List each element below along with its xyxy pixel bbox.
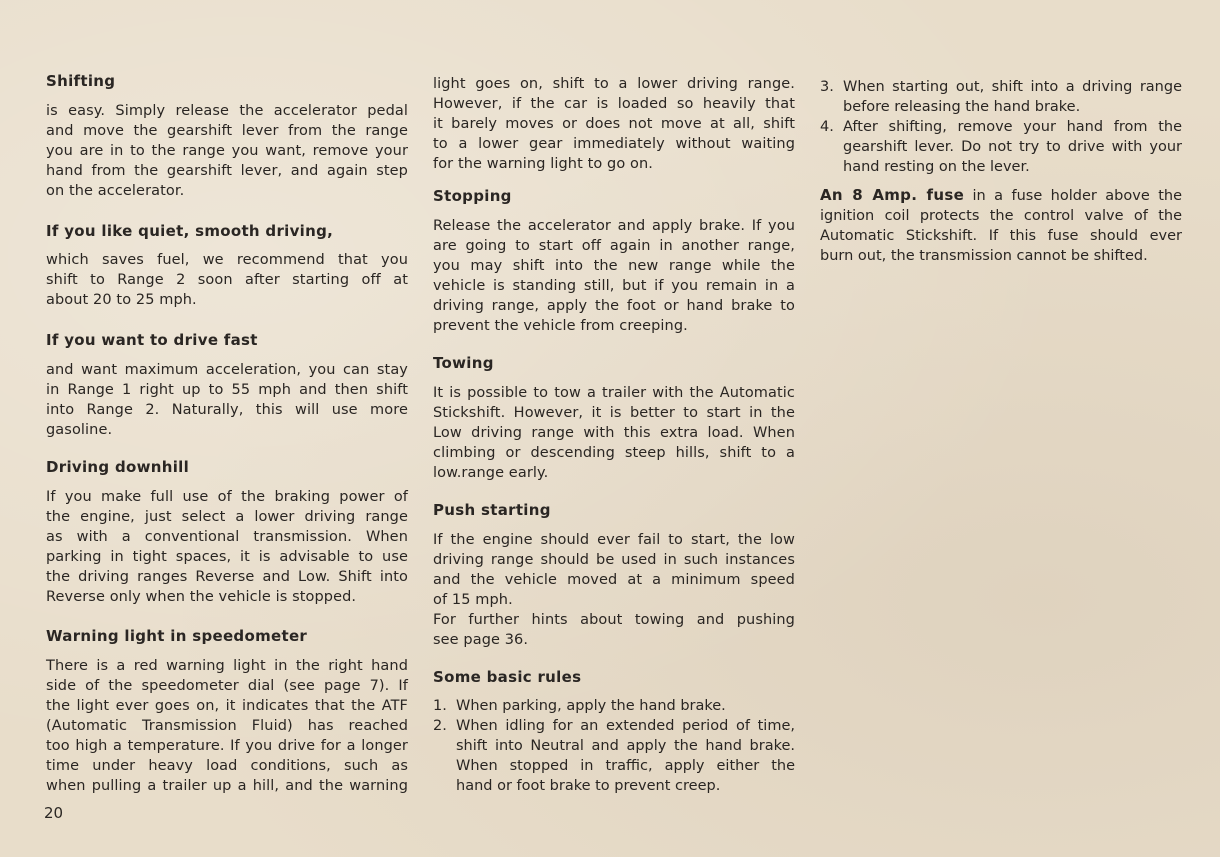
paragraph-push-starting — [433, 530, 795, 650]
text-line: driving range should be used in such instances — [433, 552, 795, 568]
text-line: as with a conventional transmission. When — [46, 529, 408, 545]
text-line: Stickshift. However, it is better to start in the — [433, 405, 795, 421]
text-line: the light ever goes on, it indicates that the ATF — [46, 698, 408, 714]
text-line: of 15 mph. — [433, 592, 513, 608]
list-item-number: 2. — [433, 718, 447, 734]
text-line: time under heavy load conditions, such as — [46, 758, 408, 774]
text-line: When idling for an extended period of time, — [456, 718, 795, 734]
heading-shifting: Shifting — [46, 72, 116, 90]
heading-push-starting: Push starting — [433, 501, 551, 519]
heading-towing: Towing — [433, 354, 494, 372]
text-line: it barely moves or does not move at all, shift — [433, 116, 795, 132]
text-line: (Automatic Transmission Fluid) has reached — [46, 718, 408, 734]
paragraph-towing — [433, 383, 795, 483]
text-line: ignition coil protects the control valve of the — [820, 208, 1182, 224]
text-line: parking in tight spaces, it is advisable to use — [46, 549, 408, 565]
text-line: For further hints about towing and pushing — [433, 612, 795, 628]
page-number: 20 — [44, 804, 64, 822]
text-line: Release the accelerator and apply brake. If you — [433, 218, 795, 234]
text-line: prevent the vehicle from creeping. — [433, 318, 688, 334]
text-line: When starting out, shift into a driving range — [843, 79, 1182, 95]
text-line: low.range early. — [433, 465, 549, 481]
text-line: When stopped in traffic, apply either the — [456, 758, 795, 774]
text-line: hand from the gearshift lever, and again step — [46, 163, 408, 179]
text-line: the engine, just select a lower driving range — [46, 509, 408, 525]
heading-quiet-driving: If you like quiet, smooth driving, — [46, 222, 334, 240]
heading-driving-downhill: Driving downhill — [46, 458, 190, 476]
text-line: you may shift into the new range while the — [433, 258, 795, 274]
text-line: It is possible to tow a trailer with the Automatic — [433, 385, 795, 401]
list-item-text — [456, 696, 795, 716]
text-line: If the engine should ever fail to start, the low — [433, 532, 795, 548]
list-item-number: 3. — [820, 79, 834, 95]
text-line: There is a red warning light in the right hand — [46, 658, 408, 674]
text-line: If you make full use of the braking power of — [46, 489, 408, 505]
list-item — [820, 77, 1182, 117]
text-line — [820, 185, 1182, 206]
list-item-text — [843, 77, 1182, 117]
text-line: vehicle is standing still, but if you remain in a — [433, 278, 795, 294]
heading-drive-fast: If you want to drive fast — [46, 331, 258, 349]
text-line: shift to Range 2 soon after starting off at — [46, 272, 408, 288]
paragraph-stopping — [433, 216, 795, 336]
fuse-first-line-rest: in a fuse holder above the — [964, 188, 1182, 204]
text-line: and want maximum acceleration, you can stay — [46, 362, 408, 378]
list-item — [433, 696, 795, 716]
text-line: shift into Neutral and apply the hand brake. — [456, 738, 795, 754]
paragraph-driving-downhill — [46, 487, 408, 607]
text-line: you are in to the range you want, remove your — [46, 143, 408, 159]
text-line: Low driving range with this extra load. When — [433, 425, 795, 441]
list-item-text — [456, 716, 795, 796]
paragraph-fuse — [820, 185, 1182, 266]
text-line: and the vehicle moved at a minimum speed — [433, 572, 795, 588]
text-line: to a lower gear immediately without waiting — [433, 136, 795, 152]
text-line: gearshift lever. Do not try to drive with your — [843, 139, 1182, 155]
list-item — [433, 716, 795, 796]
paragraph-warning-light — [46, 656, 408, 796]
text-line: Reverse only when the vehicle is stopped. — [46, 589, 357, 605]
text-line: into Range 2. Naturally, this will use more — [46, 402, 408, 418]
text-line: for the warning light to go on. — [433, 156, 653, 172]
list-item-number: 4. — [820, 119, 834, 135]
text-line: burn out, the transmission cannot be shifted. — [820, 248, 1148, 264]
text-line: in Range 1 right up to 55 mph and then shift — [46, 382, 408, 398]
text-line: After shifting, remove your hand from the — [843, 119, 1182, 135]
text-line: gasoline. — [46, 422, 113, 438]
fuse-bold-lead: An 8 Amp. fuse — [820, 186, 965, 204]
heading-warning-light: Warning light in speedometer — [46, 627, 308, 645]
heading-basic-rules: Some basic rules — [433, 668, 582, 686]
text-line: about 20 to 25 mph. — [46, 292, 197, 308]
text-line: see page 36. — [433, 632, 529, 648]
text-line: are going to start off again in another range, — [433, 238, 795, 254]
list-item-number: 1. — [433, 698, 447, 714]
paragraph-drive-fast — [46, 360, 408, 440]
text-line: is easy. Simply release the accelerator pedal — [46, 103, 408, 119]
text-line: hand resting on the lever. — [843, 159, 1030, 175]
text-line: driving range, apply the foot or hand brake to — [433, 298, 795, 314]
text-line: the driving ranges Reverse and Low. Shift into — [46, 569, 408, 585]
paragraph-shifting — [46, 101, 408, 201]
text-line: which saves fuel, we recommend that you — [46, 252, 408, 268]
text-line: When parking, apply the hand brake. — [456, 698, 726, 714]
text-line: hand or foot brake to prevent creep. — [456, 778, 721, 794]
list-item — [820, 117, 1182, 177]
heading-stopping: Stopping — [433, 187, 512, 205]
text-line: before releasing the hand brake. — [843, 99, 1081, 115]
text-line: too high a temperature. If you drive for a longer — [46, 738, 408, 754]
text-line: side of the speedometer dial (see page 7). If — [46, 678, 408, 694]
text-line: climbing or descending steep hills, shift to a — [433, 445, 795, 461]
text-line: light goes on, shift to a lower driving range. — [433, 76, 795, 92]
text-line: However, if the car is loaded so heavily that — [433, 96, 795, 112]
text-line: and move the gearshift lever from the range — [46, 123, 408, 139]
text-line: when pulling a trailer up a hill, and the warning — [46, 778, 408, 794]
paragraph-warning-light-continued — [433, 74, 795, 174]
text-line: on the accelerator. — [46, 183, 185, 199]
text-line: Automatic Stickshift. If this fuse should ever — [820, 228, 1182, 244]
paragraph-quiet-driving — [46, 250, 408, 310]
list-item-text — [843, 117, 1182, 177]
